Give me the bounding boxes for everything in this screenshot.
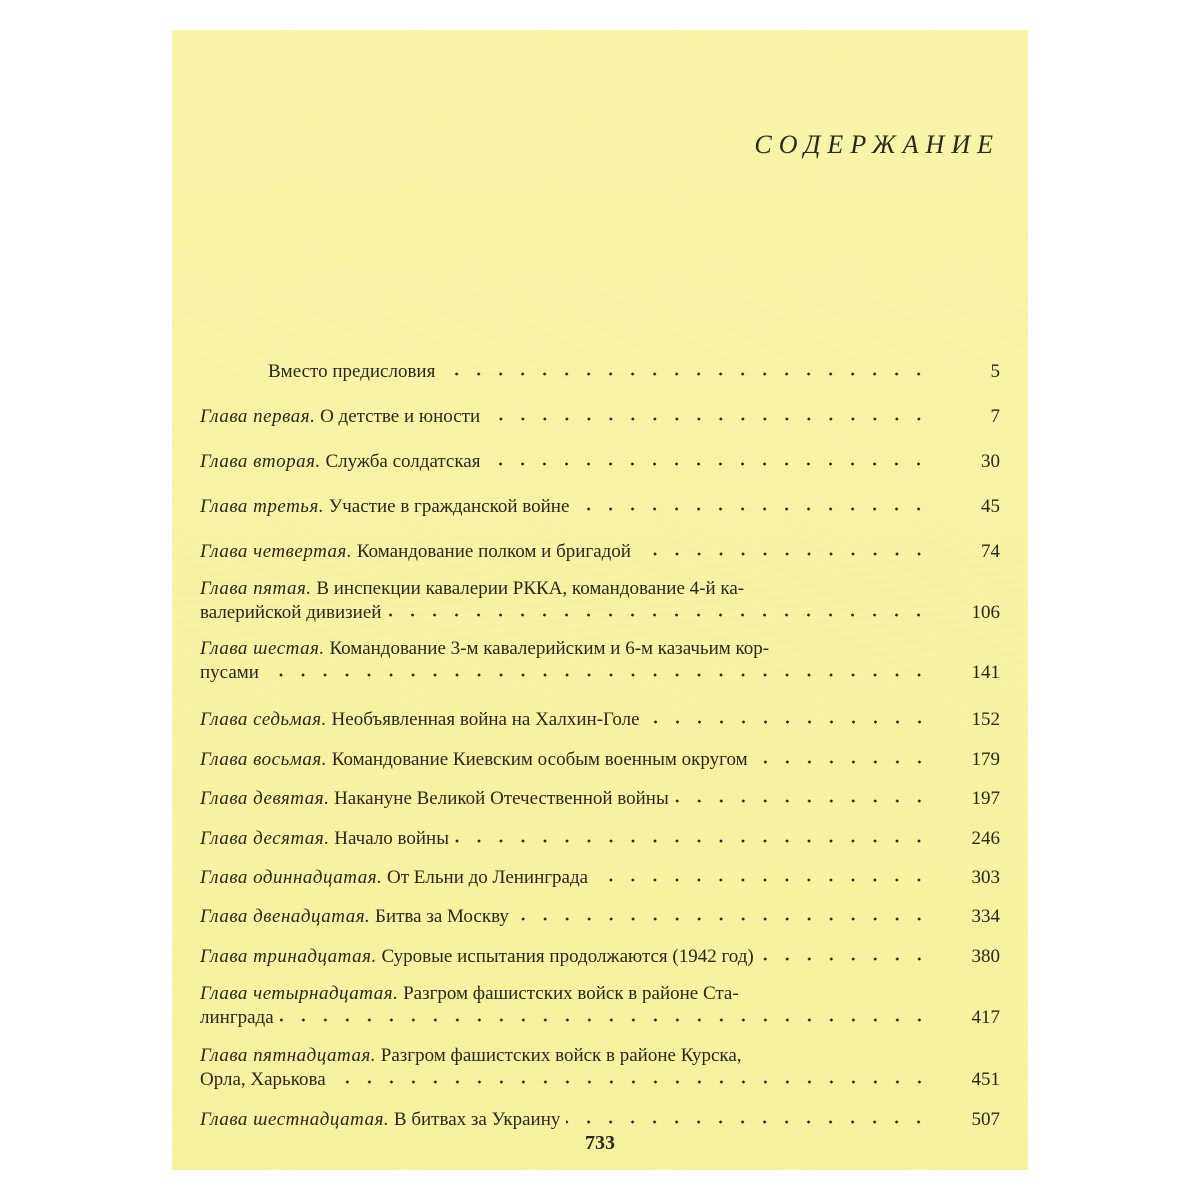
- dot-leader: [486, 448, 930, 467]
- chapter-label: Глава вторая.: [200, 451, 321, 472]
- chapter-label: Глава третья.: [200, 496, 325, 517]
- dot-leader: [441, 358, 930, 377]
- dot-leader: [265, 659, 930, 678]
- toc-entry: [200, 403, 1000, 427]
- chapter-label: Глава пятнадцатая.: [200, 1045, 377, 1066]
- page-number: 152: [971, 709, 1000, 730]
- book-page: [172, 30, 1028, 1170]
- entry-title: Вместо предисловия: [268, 361, 436, 382]
- chapter-label: Глава четырнадцатая.: [200, 983, 399, 1004]
- entry-title-line1: Командование 3-м кавалерийским и 6-м казачьим кор-: [329, 638, 770, 659]
- dot-leader: [754, 746, 930, 765]
- entry-title: От Ельни до Ленинграда: [387, 867, 589, 888]
- dot-leader: [486, 403, 930, 422]
- toc-entry: [200, 448, 1000, 472]
- dot-leader: [332, 1066, 930, 1085]
- chapter-label: Глава двенадцатая.: [200, 906, 371, 927]
- chapter-label: Глава седьмая.: [200, 709, 327, 730]
- page-number: 197: [971, 788, 1000, 809]
- entry-title-line2: Орла, Харькова: [200, 1069, 326, 1090]
- toc-entry: [200, 943, 1000, 967]
- entry-title: Суровые испытания продолжаются (1942 год): [381, 946, 754, 967]
- chapter-label: Глава одиннадцатая.: [200, 867, 383, 888]
- entry-title: В битвах за Украину: [393, 1109, 561, 1130]
- dot-leader: [387, 599, 930, 618]
- chapter-label: Глава четвертая.: [200, 541, 353, 562]
- chapter-label: Глава восьмая.: [200, 749, 327, 770]
- toc-entry: [200, 493, 1000, 517]
- chapter-label: Глава первая.: [200, 406, 316, 427]
- dot-leader: [646, 706, 930, 725]
- dot-leader: [594, 864, 930, 883]
- dot-leader: [760, 943, 930, 962]
- toc-entry: [200, 746, 1000, 770]
- entry-title-line1: В инспекции кавалерии РККА, командование 4-й ка-: [316, 578, 745, 599]
- entry-title-line2: линграда: [200, 1007, 274, 1028]
- chapter-label: Глава шестнадцатая.: [200, 1109, 390, 1130]
- folio-page-number: 733: [585, 1132, 615, 1154]
- toc-entry: [200, 358, 1000, 382]
- chapter-label: Глава пятая.: [200, 578, 312, 599]
- entry-title: Командование полком и бригадой: [356, 541, 631, 562]
- dot-leader: [566, 1106, 930, 1125]
- toc-entry: [200, 578, 1000, 623]
- page-number: 246: [971, 828, 1000, 849]
- entry-title-line1: Разгром фашистских войск в районе Ста-: [403, 983, 739, 1004]
- toc-entry: [200, 825, 1000, 849]
- page-title: СОДЕРЖАНИЕ: [754, 130, 1000, 159]
- page-number: 507: [971, 1109, 1000, 1130]
- toc-entry: [200, 638, 1000, 683]
- page-number: 303: [971, 867, 1000, 888]
- page-number: 5: [990, 361, 1000, 382]
- entry-title: Необъявленная война на Халхин-Голе: [331, 709, 640, 730]
- entry-title: Битва за Москву: [375, 906, 509, 927]
- entry-title: Служба солдатская: [325, 451, 481, 472]
- page-number: 451: [971, 1069, 1000, 1090]
- toc-entry: [200, 864, 1000, 888]
- toc-entry: [200, 538, 1000, 562]
- chapter-label: Глава девятая.: [200, 788, 330, 809]
- entry-title: Накануне Великой Отечественной войны: [334, 788, 669, 809]
- page-number: 334: [971, 906, 1000, 927]
- toc-entry: [200, 1045, 1000, 1090]
- page-number: 45: [981, 496, 1000, 517]
- page-number: 74: [981, 541, 1000, 562]
- dot-leader: [280, 1004, 930, 1023]
- entry-title: Участие в гражданской войне: [328, 496, 570, 517]
- page-number: 141: [971, 662, 1000, 683]
- dot-leader: [515, 903, 930, 922]
- entry-title: О детстве и юности: [320, 406, 481, 427]
- page-number: 380: [971, 946, 1000, 967]
- page-number: 106: [971, 602, 1000, 623]
- page-number: 417: [971, 1007, 1000, 1028]
- dot-leader: [575, 493, 930, 512]
- entry-title: Начало войны: [334, 828, 449, 849]
- chapter-label: Глава десятая.: [200, 828, 330, 849]
- toc-entry: [200, 785, 1000, 809]
- page-number: 179: [971, 749, 1000, 770]
- page-number: 7: [990, 406, 1000, 427]
- entry-title-line2: пусами: [200, 662, 259, 683]
- toc-entry: [200, 903, 1000, 927]
- chapter-label: Глава тринадцатая.: [200, 946, 377, 967]
- toc-entry: [200, 983, 1000, 1028]
- toc-entry: [200, 706, 1000, 730]
- entry-title-line2: валерийской дивизией: [200, 602, 382, 623]
- entry-title: Командование Киевским особым военным округом: [331, 749, 748, 770]
- dot-leader: [455, 825, 930, 844]
- chapter-label: Глава шестая.: [200, 638, 325, 659]
- dot-leader: [637, 538, 930, 557]
- page-number: 30: [981, 451, 1000, 472]
- dot-leader: [675, 785, 930, 804]
- toc-entry: [200, 1106, 1000, 1130]
- entry-title-line1: Разгром фашистских войск в районе Курска,: [380, 1045, 742, 1066]
